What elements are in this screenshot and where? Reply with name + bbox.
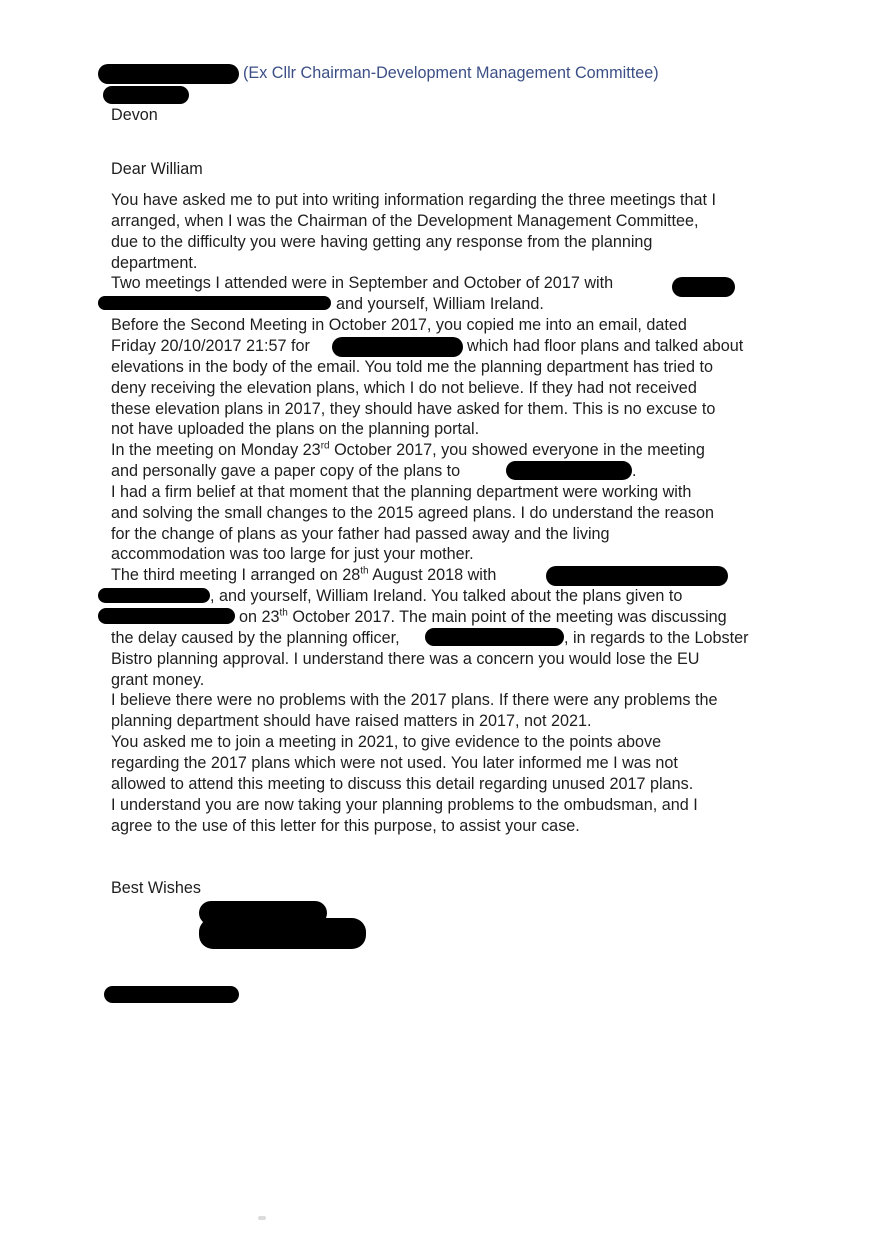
- body-line: I had a firm belief at that moment that the planning department were working with: [111, 483, 692, 501]
- body-line: and yourself, William Ireland.: [336, 295, 544, 313]
- redacted-attendee: [98, 588, 210, 603]
- body-line: Bistro planning approval. I understand there was a concern you would lose the EU: [111, 650, 700, 668]
- body-line: , in regards to the Lobster: [564, 629, 749, 647]
- body-line: I understand you are now taking your planning problems to the ombudsman, and I: [111, 796, 698, 814]
- redacted-recipient: [506, 461, 632, 480]
- body-line: and personally gave a paper copy of the plans to: [111, 462, 461, 480]
- redacted-attendee: [546, 566, 728, 586]
- body-line: .: [632, 462, 637, 480]
- redacted-officer: [425, 628, 564, 646]
- redacted-name: [98, 64, 239, 84]
- body-line: agree to the use of this letter for this purpose, to assist your case.: [111, 817, 580, 835]
- body-line: The third meeting I arranged on 28th August 2018 with: [111, 565, 497, 584]
- county-line: Devon: [111, 106, 158, 124]
- body-line: I believe there were no problems with the 2017 plans. If there were any problems the: [111, 691, 718, 709]
- closing: Best Wishes: [111, 879, 201, 897]
- salutation: Dear William: [111, 160, 203, 178]
- body-line: elevations in the body of the email. You told me the planning department has tried to: [111, 358, 714, 376]
- body-line: department.: [111, 254, 198, 272]
- body-line: the delay caused by the planning officer,: [111, 629, 400, 647]
- body-line: arranged, when I was the Chairman of the Development Management Committee,: [111, 212, 699, 230]
- scan-speck: [258, 1216, 266, 1220]
- body-line: In the meeting on Monday 23rd October 2017, you showed everyone in the meeting: [111, 440, 705, 459]
- redacted-signature: [199, 918, 366, 949]
- body-line: these elevation plans in 2017, they should have asked for them. This is no excuse to: [111, 400, 716, 418]
- redacted-address: [103, 86, 189, 104]
- redacted-recipient: [332, 337, 463, 357]
- body-line: which had floor plans and talked about: [467, 337, 744, 355]
- body-line: accommodation was too large for just your mother.: [111, 545, 474, 563]
- body-line: regarding the 2017 plans which were not used. You later informed me I was not: [111, 754, 678, 772]
- redacted-attendee: [672, 277, 735, 297]
- body-line: Before the Second Meeting in October 2017, you copied me into an email, dated: [111, 316, 687, 334]
- body-line: on 23th October 2017. The main point of the meeting was discussing: [239, 607, 727, 626]
- redacted-attendee: [98, 296, 331, 310]
- body-line: Two meetings I attended were in September and October of 2017 with: [111, 274, 614, 292]
- body-line: allowed to attend this meeting to discuss this detail regarding unused 2017 plans.: [111, 775, 694, 793]
- body-line: planning department should have raised matters in 2017, not 2021.: [111, 712, 592, 730]
- redacted-recipient: [98, 608, 235, 624]
- committee-title: (Ex Cllr Chairman-Development Management Committee): [243, 64, 659, 82]
- body-line: not have uploaded the plans on the planning portal.: [111, 420, 480, 438]
- body-line: deny receiving the elevation plans, which I do not believe. If they had not received: [111, 379, 697, 397]
- body-line: for the change of plans as your father had passed away and the living: [111, 525, 610, 543]
- body-line: and solving the small changes to the 2015 agreed plans. I do understand the reason: [111, 504, 714, 522]
- body-line: , and yourself, William Ireland. You talked about the plans given to: [210, 587, 683, 605]
- body-line: grant money.: [111, 671, 205, 689]
- body-line: Friday 20/10/2017 21:57 for: [111, 337, 310, 355]
- redacted-signatory-name: [104, 986, 239, 1003]
- body-line: You asked me to join a meeting in 2021, to give evidence to the points above: [111, 733, 662, 751]
- body-line: due to the difficulty you were having getting any response from the planning: [111, 233, 653, 251]
- body-line: You have asked me to put into writing information regarding the three meetings that I: [111, 191, 716, 209]
